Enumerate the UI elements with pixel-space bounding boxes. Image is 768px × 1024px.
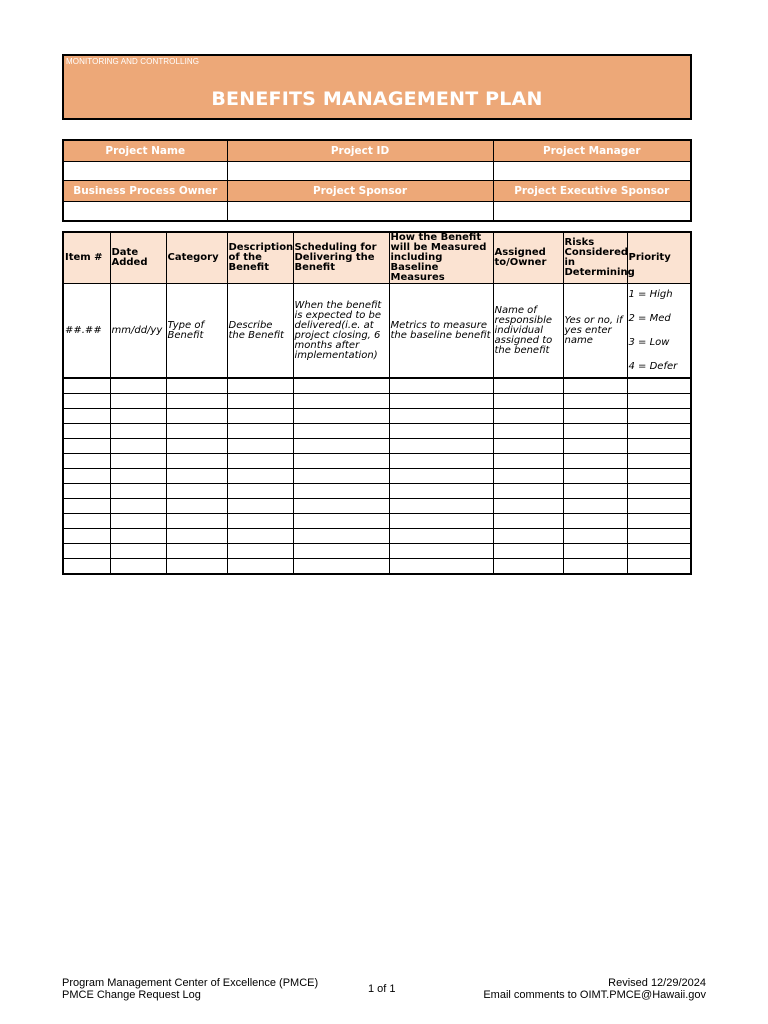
table-cell[interactable] bbox=[627, 499, 691, 514]
example-item: ##.## bbox=[63, 284, 110, 379]
table-cell[interactable] bbox=[293, 484, 389, 499]
table-cell[interactable] bbox=[627, 514, 691, 529]
table-cell[interactable] bbox=[110, 559, 166, 575]
example-priority bbox=[627, 284, 691, 379]
table-cell[interactable] bbox=[166, 514, 227, 529]
table-cell[interactable] bbox=[493, 514, 563, 529]
table-cell[interactable] bbox=[293, 544, 389, 559]
table-cell[interactable] bbox=[563, 439, 627, 454]
example-category: Type of Benefit bbox=[166, 284, 227, 379]
table-cell[interactable] bbox=[493, 378, 563, 394]
table-cell[interactable] bbox=[227, 424, 293, 439]
table-cell[interactable] bbox=[293, 529, 389, 544]
table-cell[interactable] bbox=[389, 424, 493, 439]
project-sponsor-field[interactable] bbox=[227, 202, 493, 222]
table-cell[interactable] bbox=[627, 544, 691, 559]
table-cell[interactable] bbox=[627, 378, 691, 394]
priority-med: 2 = Med bbox=[628, 313, 671, 324]
table-cell[interactable] bbox=[227, 529, 293, 544]
table-cell[interactable] bbox=[563, 559, 627, 575]
table-cell[interactable] bbox=[227, 439, 293, 454]
table-cell[interactable] bbox=[227, 469, 293, 484]
project-executive-sponsor-label: Project Executive Sponsor bbox=[493, 181, 691, 202]
table-cell[interactable] bbox=[166, 484, 227, 499]
priority-high: 1 = High bbox=[628, 289, 673, 300]
footer-doc-name: PMCE Change Request Log bbox=[62, 989, 201, 1001]
col-item-number: Item # bbox=[63, 232, 110, 284]
table-cell[interactable] bbox=[563, 424, 627, 439]
table-cell[interactable] bbox=[63, 544, 110, 559]
table-cell[interactable] bbox=[627, 424, 691, 439]
table-cell[interactable] bbox=[389, 484, 493, 499]
col-priority: Priority bbox=[627, 232, 691, 284]
table-cell[interactable] bbox=[166, 439, 227, 454]
example-row bbox=[63, 284, 691, 379]
footer-revised-date: Revised 12/29/2024 bbox=[608, 977, 706, 989]
table-cell[interactable] bbox=[166, 424, 227, 439]
table-cell[interactable] bbox=[493, 409, 563, 424]
table-cell[interactable] bbox=[227, 499, 293, 514]
table-cell[interactable] bbox=[227, 514, 293, 529]
table-cell[interactable] bbox=[166, 499, 227, 514]
table-cell[interactable] bbox=[166, 529, 227, 544]
table-row bbox=[63, 484, 691, 499]
table-cell[interactable] bbox=[293, 378, 389, 394]
footer-contact: Email comments to OIMT.PMCE@Hawaii.gov bbox=[483, 989, 706, 1001]
table-cell[interactable] bbox=[389, 514, 493, 529]
table-cell[interactable] bbox=[63, 469, 110, 484]
table-cell[interactable] bbox=[563, 378, 627, 394]
table-cell[interactable] bbox=[493, 469, 563, 484]
table-cell[interactable] bbox=[563, 409, 627, 424]
project-sponsor-label: Project Sponsor bbox=[227, 181, 493, 202]
business-process-owner-field[interactable] bbox=[63, 202, 227, 222]
table-cell[interactable] bbox=[563, 544, 627, 559]
example-description: Describe the Benefit bbox=[227, 284, 293, 379]
table-cell[interactable] bbox=[389, 559, 493, 575]
table-cell[interactable] bbox=[166, 394, 227, 409]
col-assigned-owner: Assigned to/Owner bbox=[493, 232, 563, 284]
table-cell[interactable] bbox=[110, 394, 166, 409]
table-cell[interactable] bbox=[227, 544, 293, 559]
table-cell[interactable] bbox=[293, 409, 389, 424]
table-cell[interactable] bbox=[563, 454, 627, 469]
table-cell[interactable] bbox=[563, 469, 627, 484]
table-cell[interactable] bbox=[110, 544, 166, 559]
project-info-table bbox=[62, 139, 692, 222]
table-cell[interactable] bbox=[293, 499, 389, 514]
table-cell[interactable] bbox=[110, 378, 166, 394]
table-cell[interactable] bbox=[63, 499, 110, 514]
table-row bbox=[63, 499, 691, 514]
table-cell[interactable] bbox=[493, 484, 563, 499]
table-cell[interactable] bbox=[389, 409, 493, 424]
table-cell[interactable] bbox=[110, 454, 166, 469]
table-cell[interactable] bbox=[389, 544, 493, 559]
table-cell[interactable] bbox=[627, 439, 691, 454]
table-cell[interactable] bbox=[63, 514, 110, 529]
table-cell[interactable] bbox=[63, 484, 110, 499]
table-cell[interactable] bbox=[389, 454, 493, 469]
table-cell[interactable] bbox=[389, 439, 493, 454]
table-cell[interactable] bbox=[627, 409, 691, 424]
section-label: MONITORING AND CONTROLLING bbox=[66, 57, 200, 66]
project-name-label: Project Name bbox=[63, 140, 227, 162]
table-cell[interactable] bbox=[227, 484, 293, 499]
footer-page-number: 1 of 1 bbox=[368, 983, 396, 995]
table-cell[interactable] bbox=[110, 409, 166, 424]
table-cell[interactable] bbox=[293, 394, 389, 409]
project-executive-sponsor-field[interactable] bbox=[493, 202, 691, 222]
table-row bbox=[63, 559, 691, 575]
table-cell[interactable] bbox=[293, 469, 389, 484]
col-description: Description of the Benefit bbox=[227, 232, 293, 284]
table-cell[interactable] bbox=[563, 514, 627, 529]
table-cell[interactable] bbox=[627, 484, 691, 499]
table-cell[interactable] bbox=[63, 529, 110, 544]
table-row bbox=[63, 424, 691, 439]
project-id-label: Project ID bbox=[227, 140, 493, 162]
col-category: Category bbox=[166, 232, 227, 284]
table-cell[interactable] bbox=[166, 409, 227, 424]
table-cell[interactable] bbox=[63, 424, 110, 439]
example-scheduling: When the benefit is expected to be delivered(i.e. at project closing, 6 months after implementation) bbox=[293, 284, 389, 379]
table-cell[interactable] bbox=[493, 529, 563, 544]
col-measurement: How the Benefit will be Measured including Baseline Measures bbox=[389, 232, 493, 284]
priority-defer: 4 = Defer bbox=[628, 361, 678, 372]
table-cell[interactable] bbox=[110, 499, 166, 514]
table-cell[interactable] bbox=[389, 378, 493, 394]
table-cell[interactable] bbox=[166, 378, 227, 394]
page-title: BENEFITS MANAGEMENT PLAN bbox=[211, 88, 543, 110]
table-row bbox=[63, 409, 691, 424]
table-cell[interactable] bbox=[227, 454, 293, 469]
table-cell[interactable] bbox=[227, 394, 293, 409]
table-cell[interactable] bbox=[389, 394, 493, 409]
table-cell[interactable] bbox=[63, 378, 110, 394]
table-cell[interactable] bbox=[63, 559, 110, 575]
footer-org: Program Management Center of Excellence (PMCE) bbox=[62, 977, 319, 989]
project-id-field[interactable] bbox=[227, 162, 493, 181]
table-cell[interactable] bbox=[627, 559, 691, 575]
example-risks: Yes or no, if yes enter name bbox=[563, 284, 627, 379]
table-cell[interactable] bbox=[493, 544, 563, 559]
business-process-owner-label: Business Process Owner bbox=[63, 181, 227, 202]
table-cell[interactable] bbox=[627, 394, 691, 409]
table-cell[interactable] bbox=[110, 424, 166, 439]
project-name-field[interactable] bbox=[63, 162, 227, 181]
log-header-row bbox=[63, 232, 691, 284]
table-cell[interactable] bbox=[110, 439, 166, 454]
table-row bbox=[63, 439, 691, 454]
table-cell[interactable] bbox=[63, 394, 110, 409]
table-cell[interactable] bbox=[293, 424, 389, 439]
col-risks: Risks Considered in Determining bbox=[563, 232, 627, 284]
table-cell[interactable] bbox=[166, 454, 227, 469]
table-row bbox=[63, 454, 691, 469]
table-cell[interactable] bbox=[110, 529, 166, 544]
table-cell[interactable] bbox=[493, 394, 563, 409]
table-row bbox=[63, 544, 691, 559]
table-cell[interactable] bbox=[293, 454, 389, 469]
table-cell[interactable] bbox=[389, 499, 493, 514]
project-manager-label: Project Manager bbox=[493, 140, 691, 162]
table-cell[interactable] bbox=[627, 529, 691, 544]
benefits-log-table bbox=[62, 231, 692, 575]
table-cell[interactable] bbox=[493, 559, 563, 575]
example-owner: Name of responsible individual assigned to the benefit bbox=[493, 284, 563, 379]
table-cell[interactable] bbox=[493, 424, 563, 439]
table-cell[interactable] bbox=[293, 514, 389, 529]
header-banner bbox=[62, 54, 692, 120]
table-cell[interactable] bbox=[166, 469, 227, 484]
col-date-added: Date Added bbox=[110, 232, 166, 284]
table-cell[interactable] bbox=[563, 484, 627, 499]
table-cell[interactable] bbox=[110, 514, 166, 529]
table-cell[interactable] bbox=[293, 559, 389, 575]
priority-low: 3 = Low bbox=[628, 337, 670, 348]
table-cell[interactable] bbox=[110, 484, 166, 499]
table-cell[interactable] bbox=[63, 409, 110, 424]
col-scheduling: Scheduling for Delivering the Benefit bbox=[293, 232, 389, 284]
table-cell[interactable] bbox=[627, 454, 691, 469]
table-cell[interactable] bbox=[563, 394, 627, 409]
example-date: mm/dd/yy bbox=[110, 284, 166, 379]
table-cell[interactable] bbox=[63, 439, 110, 454]
table-cell[interactable] bbox=[293, 439, 389, 454]
table-cell[interactable] bbox=[563, 529, 627, 544]
table-cell[interactable] bbox=[227, 378, 293, 394]
table-cell[interactable] bbox=[110, 469, 166, 484]
example-measurement: Metrics to measure the baseline benefit bbox=[389, 284, 493, 379]
table-cell[interactable] bbox=[563, 499, 627, 514]
table-row bbox=[63, 529, 691, 544]
table-cell[interactable] bbox=[627, 469, 691, 484]
table-cell[interactable] bbox=[63, 454, 110, 469]
table-cell[interactable] bbox=[389, 529, 493, 544]
table-row bbox=[63, 378, 691, 394]
table-cell[interactable] bbox=[166, 559, 227, 575]
table-cell[interactable] bbox=[227, 409, 293, 424]
table-row bbox=[63, 469, 691, 484]
table-cell[interactable] bbox=[493, 499, 563, 514]
project-manager-field[interactable] bbox=[493, 162, 691, 181]
table-cell[interactable] bbox=[493, 454, 563, 469]
table-row bbox=[63, 514, 691, 529]
table-cell[interactable] bbox=[389, 469, 493, 484]
table-cell[interactable] bbox=[493, 439, 563, 454]
table-row bbox=[63, 394, 691, 409]
table-cell[interactable] bbox=[166, 544, 227, 559]
table-cell[interactable] bbox=[227, 559, 293, 575]
